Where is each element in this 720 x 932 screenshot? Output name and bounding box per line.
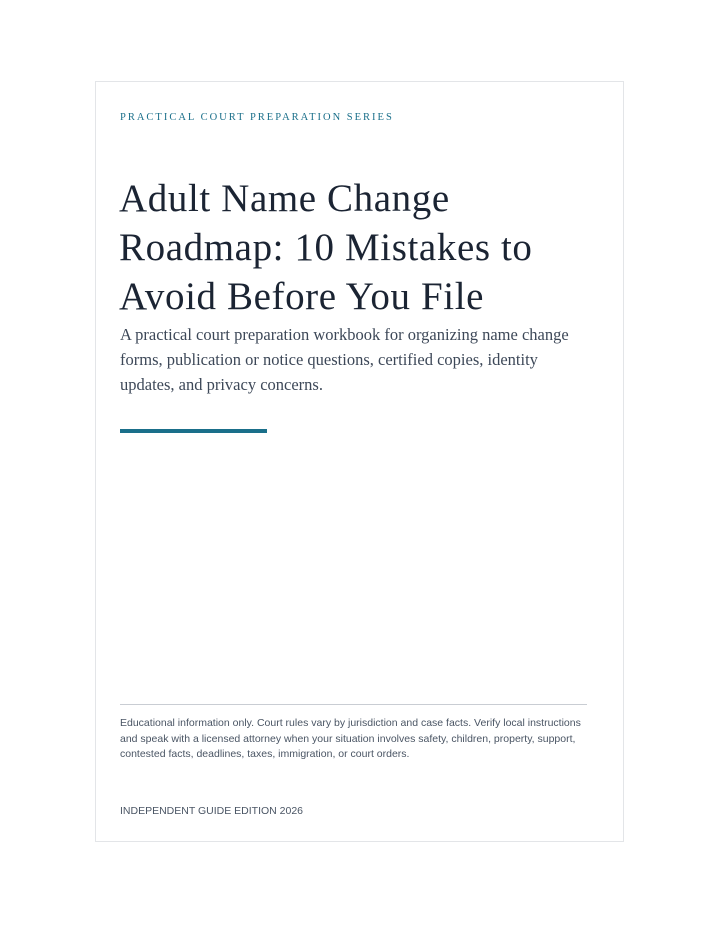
series-label: PRACTICAL COURT PREPARATION SERIES — [120, 112, 394, 123]
edition-label: INDEPENDENT GUIDE EDITION 2026 — [120, 805, 304, 817]
page-title: Adult Name Change Roadmap: 10 Mistakes to Avoid Before You File — [119, 177, 533, 318]
footer-divider — [120, 704, 587, 705]
accent-rule — [120, 429, 267, 433]
subtitle: A practical court preparation workbook for organizing name change forms, publication or notice questions, certified copies, identity updates, and privacy concerns. — [120, 325, 569, 394]
disclaimer-text: Educational information only. Court rules vary by jurisdiction and case facts. Verify local instructions and speak with a licensed attorney when your situation involves safety, children, property, support, contested facts, deadlines, taxes, immigration, or court orders. — [120, 717, 581, 760]
cover-page — [95, 81, 624, 842]
